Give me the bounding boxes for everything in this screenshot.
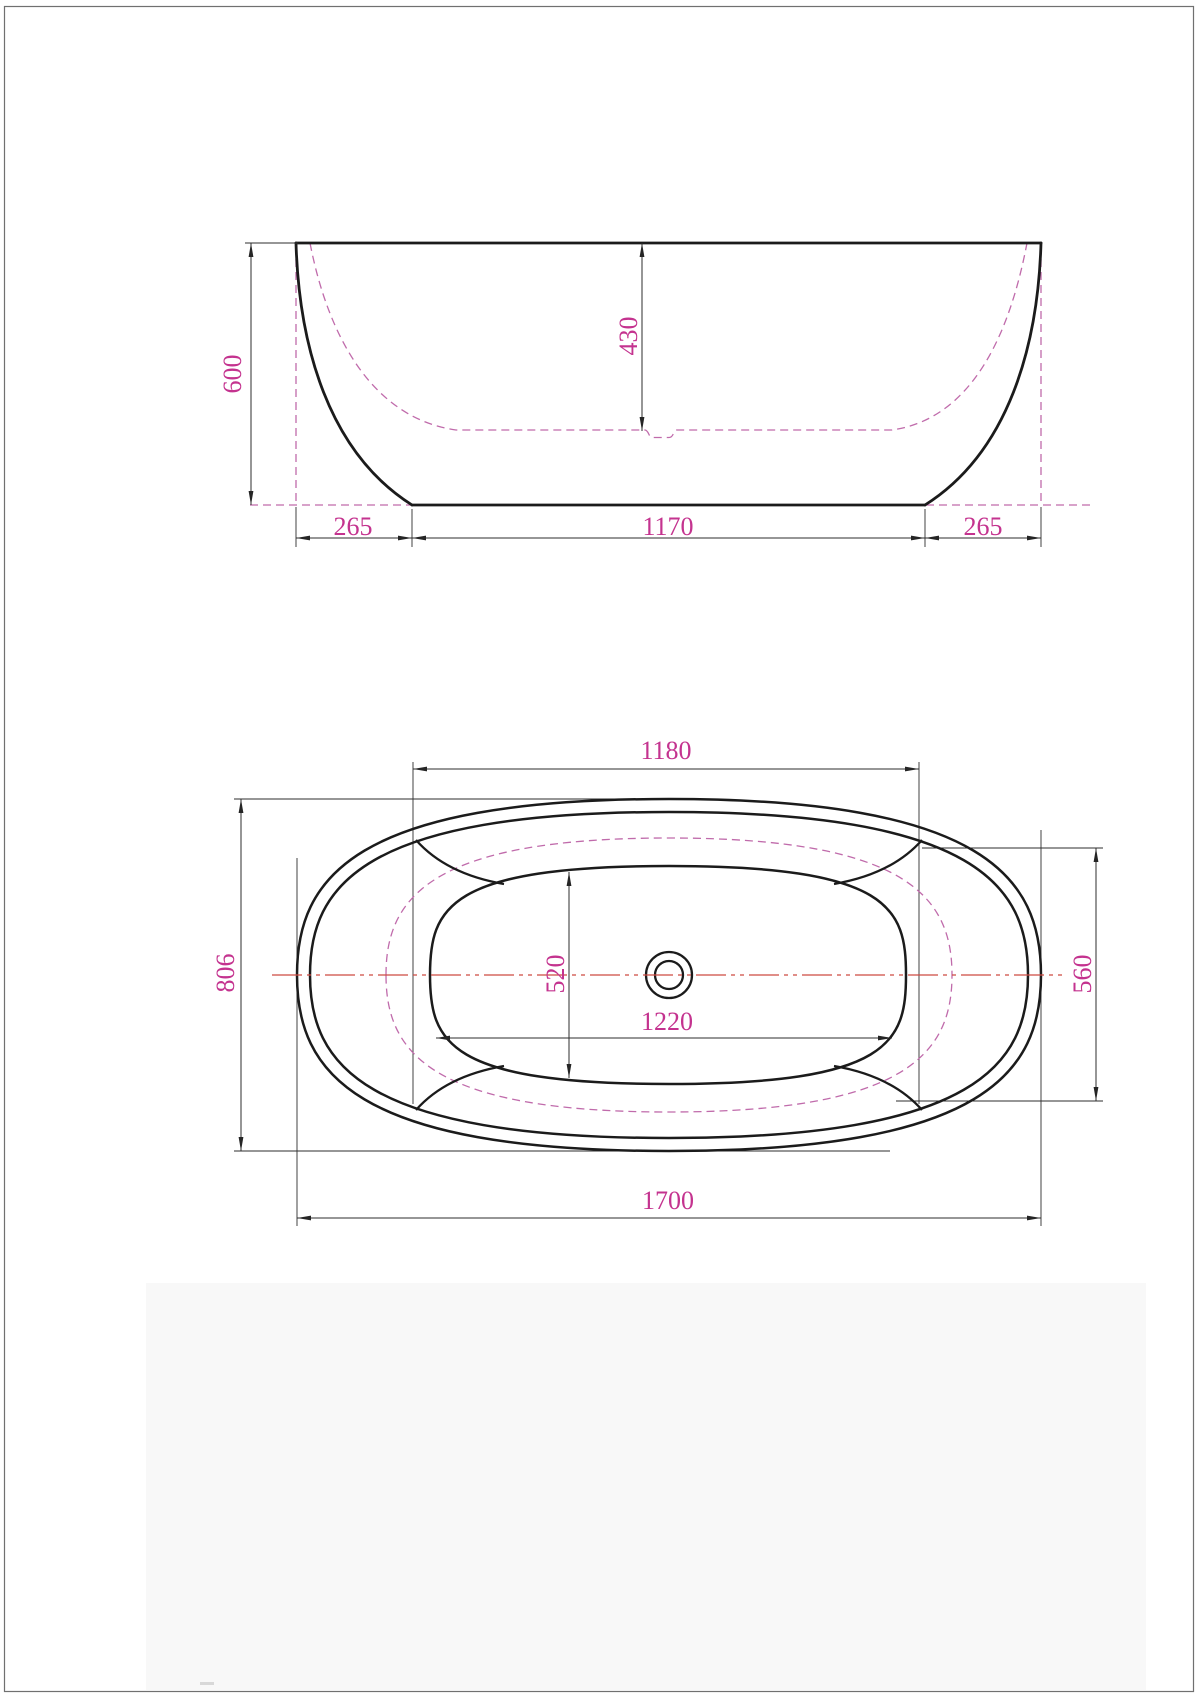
corner-transition-top-left: [416, 840, 504, 884]
plan-view: [234, 762, 1103, 1226]
corner-transition-bottom-left: [416, 1066, 504, 1110]
dim-label-basin-length: 1220: [641, 1007, 693, 1036]
dim-label-overall-height: 600: [218, 354, 247, 394]
dim-label-left-overhang: 265: [333, 512, 373, 541]
corner-transition-bottom-right: [834, 1066, 922, 1110]
dim-label-rim-opening-length: 1180: [640, 736, 692, 765]
dim-label-inner-depth: 430: [614, 316, 643, 356]
dim-label-rim-opening-width: 560: [1068, 954, 1097, 994]
corner-transition-top-right: [834, 840, 922, 884]
tub-right-profile: [925, 243, 1041, 505]
dim-label-right-overhang: 265: [963, 512, 1003, 541]
dim-label-base-length: 1170: [642, 512, 694, 541]
footer-panel: [146, 1283, 1146, 1690]
dim-label-overall-length: 1700: [642, 1186, 694, 1215]
dim-label-overall-width: 806: [211, 953, 240, 993]
scan-artifact: [200, 1682, 214, 1685]
tub-left-profile: [296, 243, 412, 505]
tub-inner-profile-dashed: [310, 243, 1027, 438]
elevation-view: [245, 243, 1090, 547]
dim-label-basin-width: 520: [541, 954, 570, 994]
